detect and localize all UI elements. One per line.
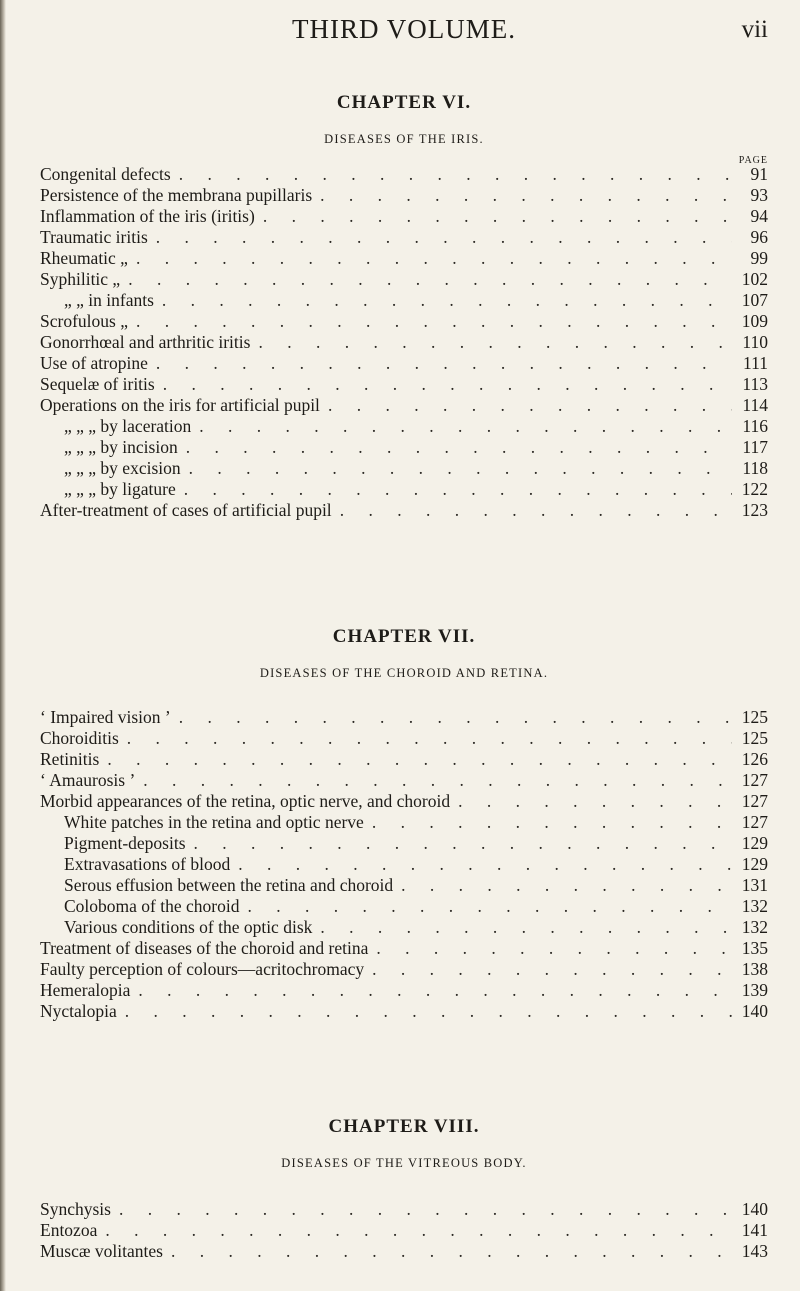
toc-entry[interactable] xyxy=(40,875,768,896)
toc-entry-title: Gonorrhœal and arthritic iritis xyxy=(40,332,251,352)
toc-entry[interactable] xyxy=(40,185,768,206)
leader-dots xyxy=(171,707,732,728)
chapter-heading: CHAPTER VI. xyxy=(336,92,472,113)
toc-entry[interactable] xyxy=(40,938,768,959)
toc-entry-title: Scrofulous „ xyxy=(40,311,128,331)
toc-entry-title: Congenital defects xyxy=(40,164,171,184)
toc-entry[interactable] xyxy=(40,833,768,854)
leader-dots xyxy=(155,374,732,395)
toc-entry-title: Treatment of diseases of the choroid and retina xyxy=(40,938,369,958)
leader-dots xyxy=(239,896,732,917)
toc-entry-page: 132 xyxy=(741,917,768,937)
toc-list xyxy=(40,707,768,1022)
toc-entry-title: Hemeralopia xyxy=(40,980,131,1000)
toc-entry-title: ‘ Impaired vision ’ xyxy=(40,707,171,727)
chapter-8 xyxy=(40,1116,768,1262)
toc-list xyxy=(40,164,768,521)
toc-entry-page: 114 xyxy=(742,395,768,415)
leader-dots xyxy=(119,728,732,749)
toc-entry[interactable] xyxy=(40,479,768,500)
toc-entry-page: 116 xyxy=(742,416,768,436)
toc-entry-title: After-treatment of cases of artificial pupil xyxy=(40,500,332,520)
toc-entry-title: Nyctalopia xyxy=(40,1001,117,1021)
toc-entry[interactable] xyxy=(40,374,768,395)
page-column-label: PAGE xyxy=(738,155,768,166)
leader-dots xyxy=(148,353,732,374)
toc-entry-page: 129 xyxy=(741,833,768,853)
toc-entry-page: 129 xyxy=(741,854,768,874)
leader-dots xyxy=(393,875,732,896)
leader-dots xyxy=(130,980,732,1001)
leader-dots xyxy=(312,185,732,206)
toc-entry-title: ‘ Amaurosis ’ xyxy=(40,770,136,790)
toc-entry-title: Traumatic iritis xyxy=(40,227,148,247)
toc-entry[interactable] xyxy=(40,896,768,917)
toc-entry-title: Muscæ volitantes xyxy=(40,1241,163,1261)
toc-entry-title: Coloboma of the choroid xyxy=(64,896,240,916)
toc-entry[interactable] xyxy=(40,749,768,770)
toc-entry[interactable] xyxy=(40,854,768,875)
leader-dots xyxy=(450,791,732,812)
toc-entry[interactable] xyxy=(40,812,768,833)
toc-entry-page: 99 xyxy=(750,248,768,268)
toc-entry-page: 107 xyxy=(741,290,768,310)
toc-entry[interactable] xyxy=(40,416,768,437)
leader-dots xyxy=(99,749,732,770)
toc-entry-page: 96 xyxy=(750,227,768,247)
toc-entry-page: 126 xyxy=(741,749,768,769)
leader-dots xyxy=(120,269,732,290)
leader-dots xyxy=(332,500,732,521)
chapter-subtitle: DISEASES OF THE VITREOUS BODY. xyxy=(281,1156,527,1170)
leader-dots xyxy=(312,917,732,938)
toc-entry-title: Persistence of the membrana pupillaris xyxy=(40,185,313,205)
toc-entry[interactable] xyxy=(40,980,768,1001)
toc-entry-title: Operations on the iris for artificial pupil xyxy=(40,395,320,415)
toc-entry-page: 91 xyxy=(750,164,768,184)
toc-entry-title: Faulty perception of colours—acritochromacy xyxy=(40,959,365,979)
leader-dots xyxy=(255,206,732,227)
toc-entry-page: 102 xyxy=(741,269,768,289)
toc-entry-page: 109 xyxy=(741,311,768,331)
leader-dots xyxy=(128,248,732,269)
toc-entry[interactable] xyxy=(40,227,768,248)
chapter-heading: CHAPTER VIII. xyxy=(328,1116,480,1137)
chapter-7 xyxy=(40,626,768,1022)
toc-entry-page: 94 xyxy=(750,206,768,226)
leader-dots xyxy=(154,290,732,311)
toc-list xyxy=(40,1199,768,1262)
toc-entry[interactable] xyxy=(40,458,768,479)
leader-dots xyxy=(135,770,732,791)
toc-entry[interactable] xyxy=(40,290,768,311)
leader-dots xyxy=(320,395,732,416)
toc-entry-page: 111 xyxy=(743,353,768,373)
toc-entry-page: 139 xyxy=(741,980,768,1000)
toc-entry-page: 138 xyxy=(741,959,768,979)
toc-entry-title: „ „ in infants xyxy=(64,290,154,310)
chapter-6 xyxy=(40,92,768,521)
toc-entry-page: 125 xyxy=(741,707,768,727)
toc-entry-page: 125 xyxy=(741,728,768,748)
leader-dots xyxy=(117,1001,732,1022)
toc-entry-title: „ „ „ by laceration xyxy=(64,416,192,436)
toc-entry-title: Serous effusion between the retina and choroid xyxy=(64,875,394,895)
toc-entry[interactable] xyxy=(40,353,768,374)
toc-entry-title: Various conditions of the optic disk xyxy=(64,917,313,937)
leader-dots xyxy=(163,1241,732,1262)
toc-entry[interactable] xyxy=(40,1220,768,1241)
leader-dots xyxy=(178,437,732,458)
toc-entry-page: 93 xyxy=(750,185,768,205)
toc-entry[interactable] xyxy=(40,311,768,332)
toc-entry-page: 127 xyxy=(741,770,768,790)
leader-dots xyxy=(186,833,732,854)
toc-entry-title: „ „ „ by incision xyxy=(64,437,178,457)
toc-entry[interactable] xyxy=(40,1241,768,1262)
toc-entry-page: 117 xyxy=(742,437,768,457)
toc-entry[interactable] xyxy=(40,269,768,290)
toc-entry-page: 127 xyxy=(741,812,768,832)
leader-dots xyxy=(111,1199,732,1220)
page-folio: vii xyxy=(741,16,768,43)
toc-entry-title: Synchysis xyxy=(40,1199,111,1219)
leader-dots xyxy=(128,311,732,332)
toc-entry[interactable] xyxy=(40,500,768,521)
toc-entry-page: 110 xyxy=(742,332,768,352)
toc-entry-title: Use of atropine xyxy=(40,353,148,373)
toc-entry-page: 131 xyxy=(741,875,768,895)
leader-dots xyxy=(230,854,732,875)
toc-entry[interactable] xyxy=(40,959,768,980)
running-title: THIRD VOLUME. xyxy=(292,14,516,44)
chapter-heading: CHAPTER VII. xyxy=(332,626,476,647)
toc-entry[interactable] xyxy=(40,164,768,185)
chapter-subtitle: DISEASES OF THE IRIS. xyxy=(324,132,484,146)
toc-entry-page: 122 xyxy=(741,479,768,499)
leader-dots xyxy=(364,812,732,833)
leader-dots xyxy=(176,479,732,500)
toc-entry-title: Sequelæ of iritis xyxy=(40,374,155,394)
toc-entry[interactable] xyxy=(40,917,768,938)
toc-entry-title: Syphilitic „ xyxy=(40,269,121,289)
toc-entry-title: „ „ „ by ligature xyxy=(64,479,176,499)
toc-entry-title: „ „ „ by excision xyxy=(64,458,181,478)
book-spine-shadow xyxy=(0,0,6,1291)
toc-entry-title: Choroiditis xyxy=(40,728,119,748)
toc-entry-page: 132 xyxy=(741,896,768,916)
toc-entry-title: Inflammation of the iris (iritis) xyxy=(40,206,255,226)
toc-entry-title: White patches in the retina and optic nerve xyxy=(64,812,364,832)
toc-entry-title: Retinitis xyxy=(40,749,100,769)
toc-entry-page: 123 xyxy=(741,500,768,520)
toc-entry-page: 143 xyxy=(741,1241,768,1261)
toc-entry-page: 118 xyxy=(742,458,768,478)
toc-entry-title: Extravasations of blood xyxy=(64,854,231,874)
toc-entry-title: Pigment-deposits xyxy=(64,833,186,853)
toc-entry-page: 113 xyxy=(742,374,768,394)
toc-entry-page: 140 xyxy=(741,1001,768,1021)
toc-entry[interactable] xyxy=(40,728,768,749)
toc-entry[interactable] xyxy=(40,707,768,728)
leader-dots xyxy=(250,332,732,353)
toc-entry[interactable] xyxy=(40,206,768,227)
toc-entry[interactable] xyxy=(40,770,768,791)
leader-dots xyxy=(171,164,732,185)
toc-entry[interactable] xyxy=(40,395,768,416)
toc-entry[interactable] xyxy=(40,332,768,353)
toc-entry[interactable] xyxy=(40,791,768,812)
leader-dots xyxy=(364,959,732,980)
leader-dots xyxy=(368,938,732,959)
toc-entry-title: Rheumatic „ xyxy=(40,248,128,268)
chapter-subtitle: DISEASES OF THE CHOROID AND RETINA. xyxy=(259,666,549,680)
leader-dots xyxy=(191,416,732,437)
running-head xyxy=(40,14,768,54)
toc-entry-title: Entozoa xyxy=(40,1220,98,1240)
toc-entry-page: 141 xyxy=(741,1220,768,1240)
leader-dots xyxy=(181,458,732,479)
toc-entry-page: 140 xyxy=(741,1199,768,1219)
toc-entry[interactable] xyxy=(40,437,768,458)
leader-dots xyxy=(148,227,732,248)
toc-entry[interactable] xyxy=(40,1001,768,1022)
toc-entry-page: 127 xyxy=(741,791,768,811)
leader-dots xyxy=(97,1220,732,1241)
toc-entry-title: Morbid appearances of the retina, optic nerve, and choroid xyxy=(40,791,451,811)
toc-entry[interactable] xyxy=(40,1199,768,1220)
toc-entry-page: 135 xyxy=(741,938,768,958)
toc-entry[interactable] xyxy=(40,248,768,269)
